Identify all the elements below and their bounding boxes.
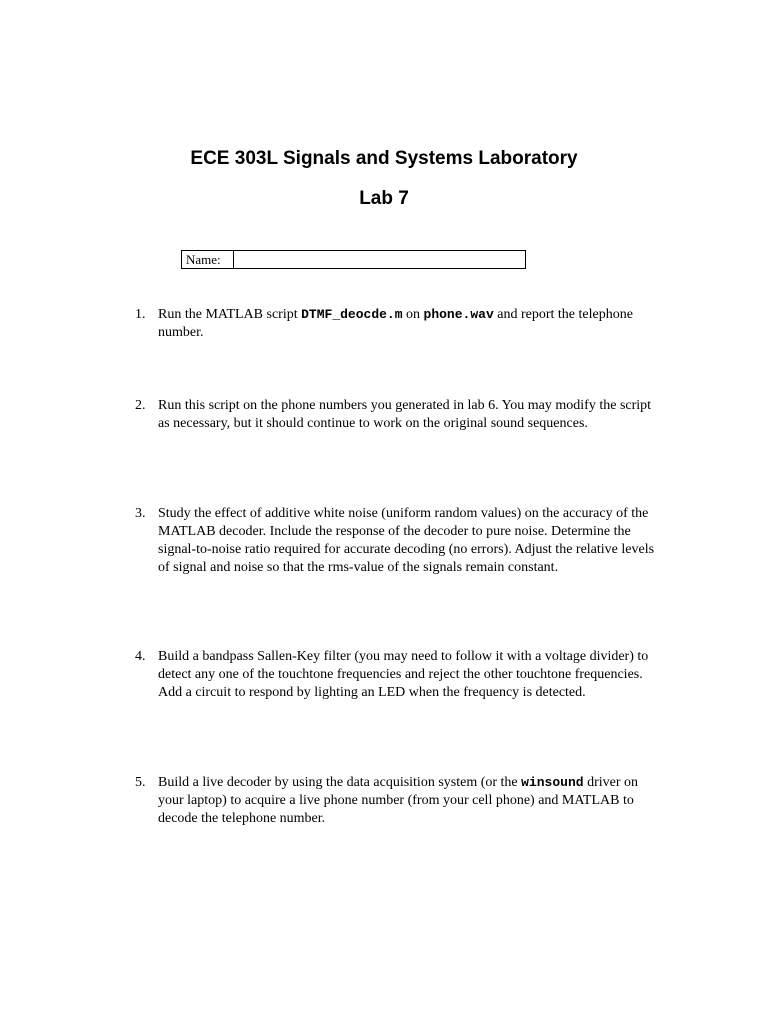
lab-number-heading: Lab 7 bbox=[359, 188, 409, 209]
question-number: 4. bbox=[135, 649, 146, 664]
question-item bbox=[135, 397, 655, 433]
question-number: 2. bbox=[135, 398, 146, 413]
question-text bbox=[158, 306, 655, 342]
code-driver-name: winsound bbox=[521, 775, 584, 790]
document-title: ECE 303L Signals and Systems Laboratory bbox=[190, 148, 578, 169]
question-number: 3. bbox=[135, 506, 146, 521]
name-label: Name: bbox=[182, 251, 234, 269]
question-text-segment: Build a live decoder by using the data acquisition system (or the bbox=[158, 775, 522, 790]
question-text-segment: Study the effect of additive white noise (uniform random values) on the accuracy of the MATLAB decoder. Include the response of the decoder to pure noise. Determine the signal-to-noise ratio required for accurate decoding (no errors). Adjust the relative levels of signal and noise so that the rms-value of the signals remain constant. bbox=[158, 506, 655, 575]
question-item bbox=[135, 648, 655, 702]
question-number: 5. bbox=[135, 775, 146, 790]
question-item bbox=[135, 505, 655, 577]
question-item bbox=[135, 306, 655, 342]
question-text-segment: on bbox=[402, 307, 424, 322]
question-text bbox=[158, 505, 655, 577]
question-text-segment: driver on your laptop) to acquire a live phone number (from your cell phone) and MATLAB to decode the telephone number. bbox=[158, 775, 638, 826]
question-text bbox=[158, 648, 655, 702]
question-item bbox=[135, 774, 655, 828]
name-input-cell[interactable] bbox=[234, 251, 526, 269]
question-text-segment: Run this script on the phone numbers you generated in lab 6. You may modify the script as necessary, but it should continue to work on the original sound sequences. bbox=[158, 398, 652, 431]
question-text-segment: and report the telephone number. bbox=[158, 307, 633, 340]
question-text bbox=[158, 397, 655, 433]
question-text-segment: Build a bandpass Sallen-Key filter (you may need to follow it with a voltage divider) to detect any one of the touchtone frequencies and reject the other touchtone frequencies. Add a circuit to respond by lighting an LED when the frequency is detected. bbox=[158, 649, 649, 700]
question-number: 1. bbox=[135, 307, 146, 322]
question-text-segment: Run the MATLAB script bbox=[158, 307, 302, 322]
code-filename: DTMF_deocde.m bbox=[301, 307, 403, 322]
code-filename: phone.wav bbox=[423, 307, 494, 322]
question-text bbox=[158, 774, 655, 828]
name-field-table bbox=[181, 250, 526, 269]
